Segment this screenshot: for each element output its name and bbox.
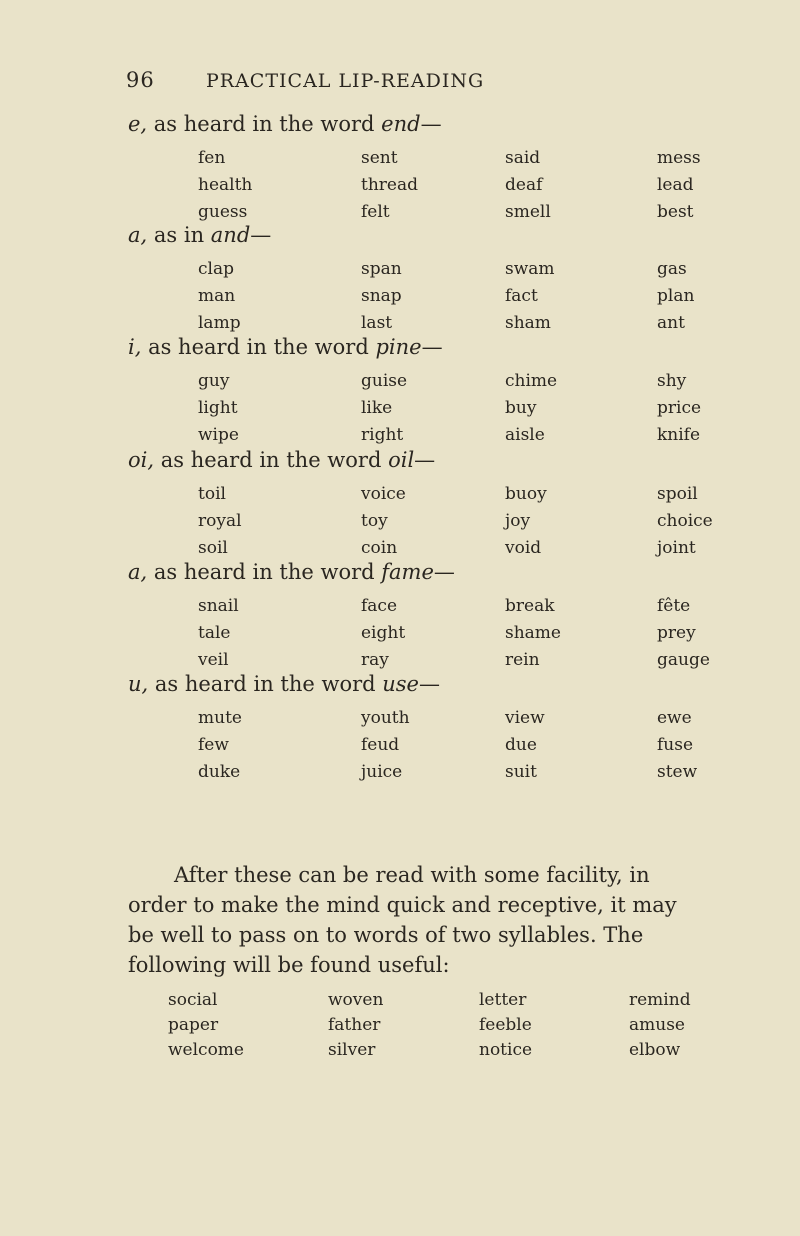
word-cell: right	[361, 425, 404, 445]
word-cell: few	[198, 735, 229, 755]
word-cell: span	[361, 259, 402, 279]
word-cell: stew	[657, 762, 698, 782]
word-cell: deaf	[505, 175, 543, 195]
word-cell: gauge	[657, 650, 710, 670]
word-cell: man	[198, 286, 236, 306]
paragraph-line: After these can be read with some facility, in	[174, 863, 650, 887]
word-cell: soil	[198, 538, 228, 558]
word-cell: fête	[657, 596, 691, 616]
page-header	[126, 68, 706, 98]
word-cell: paper	[168, 1015, 219, 1035]
word-cell: royal	[198, 511, 242, 531]
word-cell: like	[361, 398, 393, 418]
word-cell: snail	[198, 596, 239, 616]
word-cell: smell	[505, 202, 551, 222]
word-cell: feeble	[479, 1015, 532, 1035]
word-row	[0, 990, 800, 1015]
word-row	[0, 398, 800, 425]
paragraph-line: following will be found useful:	[128, 953, 450, 977]
word-cell: ewe	[657, 708, 692, 728]
word-grid	[0, 708, 800, 789]
paragraph-line: be well to pass on to words of two syllables. The	[128, 923, 644, 947]
word-cell: wipe	[198, 425, 239, 445]
word-cell: buy	[505, 398, 537, 418]
section-heading: i, as heard in the word pine—	[128, 335, 443, 359]
word-cell: mute	[198, 708, 242, 728]
word-cell: view	[505, 708, 545, 728]
word-cell: gas	[657, 259, 687, 279]
word-cell: said	[505, 148, 541, 168]
word-cell: joy	[505, 511, 531, 531]
word-cell: welcome	[168, 1040, 244, 1060]
two-syllable-word-grid	[0, 990, 800, 1065]
word-cell: due	[505, 735, 537, 755]
word-cell: notice	[479, 1040, 533, 1060]
word-cell: suit	[505, 762, 537, 782]
word-cell: toy	[361, 511, 388, 531]
word-cell: lamp	[198, 313, 241, 333]
word-cell: coin	[361, 538, 398, 558]
word-cell: voice	[361, 484, 406, 504]
word-cell: chime	[505, 371, 558, 391]
word-cell: sham	[505, 313, 551, 333]
word-row	[0, 762, 800, 789]
word-row	[0, 286, 800, 313]
word-row	[0, 623, 800, 650]
word-cell: fact	[505, 286, 538, 306]
word-cell: plan	[657, 286, 695, 306]
word-grid	[0, 148, 800, 229]
word-cell: shame	[505, 623, 561, 643]
word-row	[0, 1040, 800, 1065]
word-cell: clap	[198, 259, 234, 279]
word-row	[0, 371, 800, 398]
word-cell: thread	[361, 175, 418, 195]
word-cell: social	[168, 990, 218, 1010]
word-cell: silver	[328, 1040, 376, 1060]
word-grid	[0, 596, 800, 677]
word-row	[0, 259, 800, 286]
word-row	[0, 175, 800, 202]
word-cell: mess	[657, 148, 701, 168]
word-cell: aisle	[505, 425, 545, 445]
word-cell: ray	[361, 650, 389, 670]
word-cell: guise	[361, 371, 408, 391]
word-cell: duke	[198, 762, 241, 782]
word-cell: amuse	[629, 1015, 685, 1035]
word-cell: health	[198, 175, 253, 195]
word-cell: tale	[198, 623, 231, 643]
word-cell: veil	[198, 650, 229, 670]
section-heading: a, as heard in the word fame—	[128, 560, 455, 584]
word-row	[0, 511, 800, 538]
word-cell: break	[505, 596, 555, 616]
word-row	[0, 202, 800, 229]
word-cell: woven	[328, 990, 384, 1010]
word-cell: toil	[198, 484, 226, 504]
word-cell: shy	[657, 371, 687, 391]
word-cell: youth	[361, 708, 410, 728]
word-cell: ant	[657, 313, 685, 333]
word-cell: feud	[361, 735, 400, 755]
word-row	[0, 708, 800, 735]
word-cell: best	[657, 202, 694, 222]
word-cell: choice	[657, 511, 713, 531]
word-row	[0, 735, 800, 762]
word-cell: father	[328, 1015, 381, 1035]
word-grid	[0, 484, 800, 565]
running-head: PRACTICAL LIP-READING	[206, 70, 485, 92]
word-cell: spoil	[657, 484, 698, 504]
paragraph-line: order to make the mind quick and receptive, it may	[128, 893, 677, 917]
word-cell: remind	[629, 990, 691, 1010]
word-row	[0, 484, 800, 511]
word-cell: prey	[657, 623, 696, 643]
word-cell: fuse	[657, 735, 694, 755]
word-cell: lead	[657, 175, 694, 195]
word-cell: void	[505, 538, 542, 558]
word-cell: price	[657, 398, 702, 418]
word-cell: snap	[361, 286, 402, 306]
word-cell: swam	[505, 259, 555, 279]
word-cell: eight	[361, 623, 406, 643]
word-cell: guy	[198, 371, 230, 391]
word-cell: felt	[361, 202, 390, 222]
word-row	[0, 596, 800, 623]
word-cell: light	[198, 398, 238, 418]
word-grid	[0, 371, 800, 452]
body-paragraph	[128, 860, 768, 980]
section-heading: u, as heard in the word use—	[128, 672, 440, 696]
section-heading: e, as heard in the word end—	[128, 112, 442, 136]
word-cell: fen	[198, 148, 226, 168]
section-heading: oi, as heard in the word oil—	[128, 448, 436, 472]
word-cell: juice	[361, 762, 403, 782]
word-cell: elbow	[629, 1040, 681, 1060]
section-heading: a, as in and—	[128, 223, 272, 247]
word-cell: face	[361, 596, 398, 616]
word-cell: sent	[361, 148, 398, 168]
word-cell: knife	[657, 425, 701, 445]
word-cell: joint	[657, 538, 696, 558]
word-cell: rein	[505, 650, 540, 670]
word-cell: buoy	[505, 484, 547, 504]
word-row	[0, 1015, 800, 1040]
word-row	[0, 148, 800, 175]
word-grid	[0, 259, 800, 340]
word-cell: guess	[198, 202, 248, 222]
word-cell: letter	[479, 990, 527, 1010]
page-number: 96	[126, 68, 155, 92]
word-cell: last	[361, 313, 393, 333]
